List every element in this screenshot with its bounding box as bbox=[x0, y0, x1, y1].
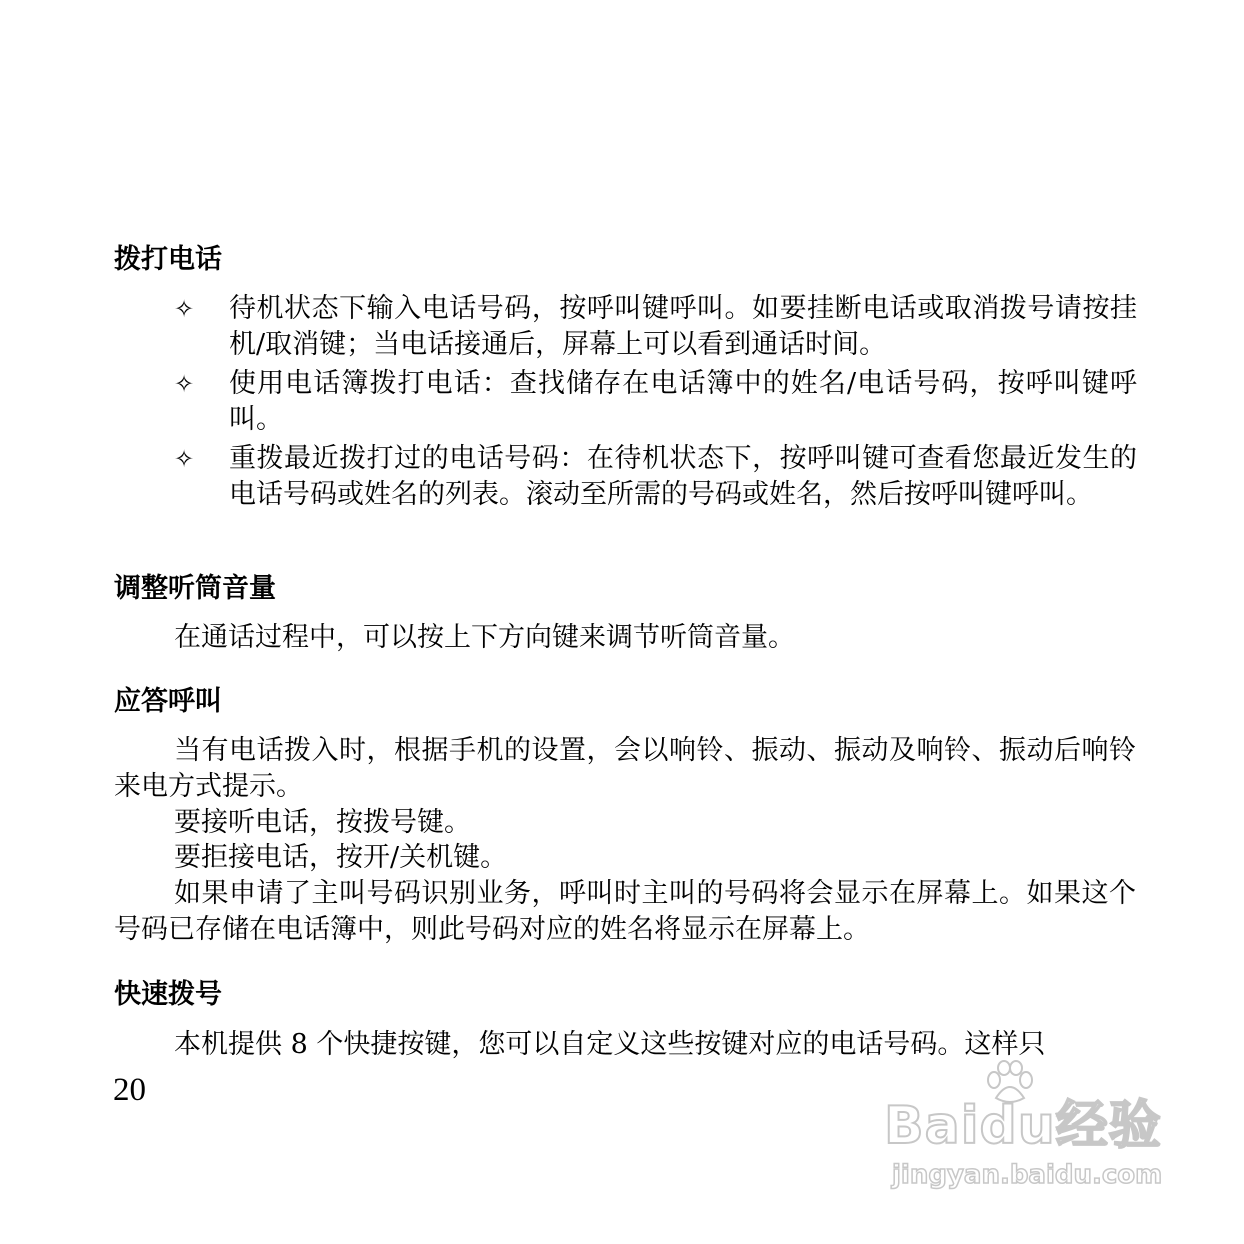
diamond-star-icon: ✧ bbox=[174, 295, 195, 323]
paragraph: 本机提供 8 个快捷按键，您可以自定义这些按键对应的电话号码。这样只 bbox=[174, 1029, 1046, 1060]
page-number: 20 bbox=[113, 1072, 146, 1108]
diamond-star-icon: ✧ bbox=[174, 445, 195, 473]
paragraph: 要接听电话，按拨号键。 bbox=[174, 807, 471, 838]
heading-speed-dial: 快速拨号 bbox=[114, 979, 222, 1010]
dial-call-bullet-list bbox=[172, 291, 1137, 516]
heading-dial-call: 拨打电话 bbox=[114, 244, 222, 275]
paragraph: 如果申请了主叫号码识别业务，呼叫时主叫的号码将会显示在屏幕上。如果这个号码已存储在电话簿中，则此号码对应的姓名将显示在屏幕上。 bbox=[114, 878, 1136, 945]
bullet-text: 使用电话簿拨打电话：查找储存在电话簿中的姓名/电话号码，按呼叫键呼叫。 bbox=[229, 368, 1137, 435]
heading-adjust-volume: 调整听筒音量 bbox=[114, 573, 276, 604]
paragraph: 在通话过程中，可以按上下方向键来调节听筒音量。 bbox=[174, 622, 795, 653]
bullet-item bbox=[172, 366, 1137, 438]
paragraph: 当有电话拨入时，根据手机的设置，会以响铃、振动、振动及响铃、振动后响铃来电方式提示。 bbox=[114, 735, 1136, 802]
watermark-brand: Baidu经验 bbox=[884, 1096, 1162, 1156]
baidu-watermark bbox=[884, 1060, 1174, 1200]
bullet-item bbox=[172, 291, 1137, 363]
bullet-item bbox=[172, 441, 1137, 513]
diamond-star-icon: ✧ bbox=[174, 370, 195, 398]
bullet-text: 待机状态下输入电话号码，按呼叫键呼叫。如要挂断电话或取消拨号请按挂机/取消键；当电话接通后，屏幕上可以看到通话时间。 bbox=[229, 293, 1137, 360]
watermark-url: jingyan.baidu.com bbox=[892, 1160, 1163, 1190]
paragraph: 要拒接电话，按开/关机键。 bbox=[174, 842, 508, 873]
bullet-text: 重拨最近拨打过的电话号码：在待机状态下，按呼叫键可查看您最近发生的电话号码或姓名的列表。滚动至所需的号码或姓名，然后按呼叫键呼叫。 bbox=[229, 443, 1137, 510]
heading-answer-call: 应答呼叫 bbox=[114, 686, 222, 717]
